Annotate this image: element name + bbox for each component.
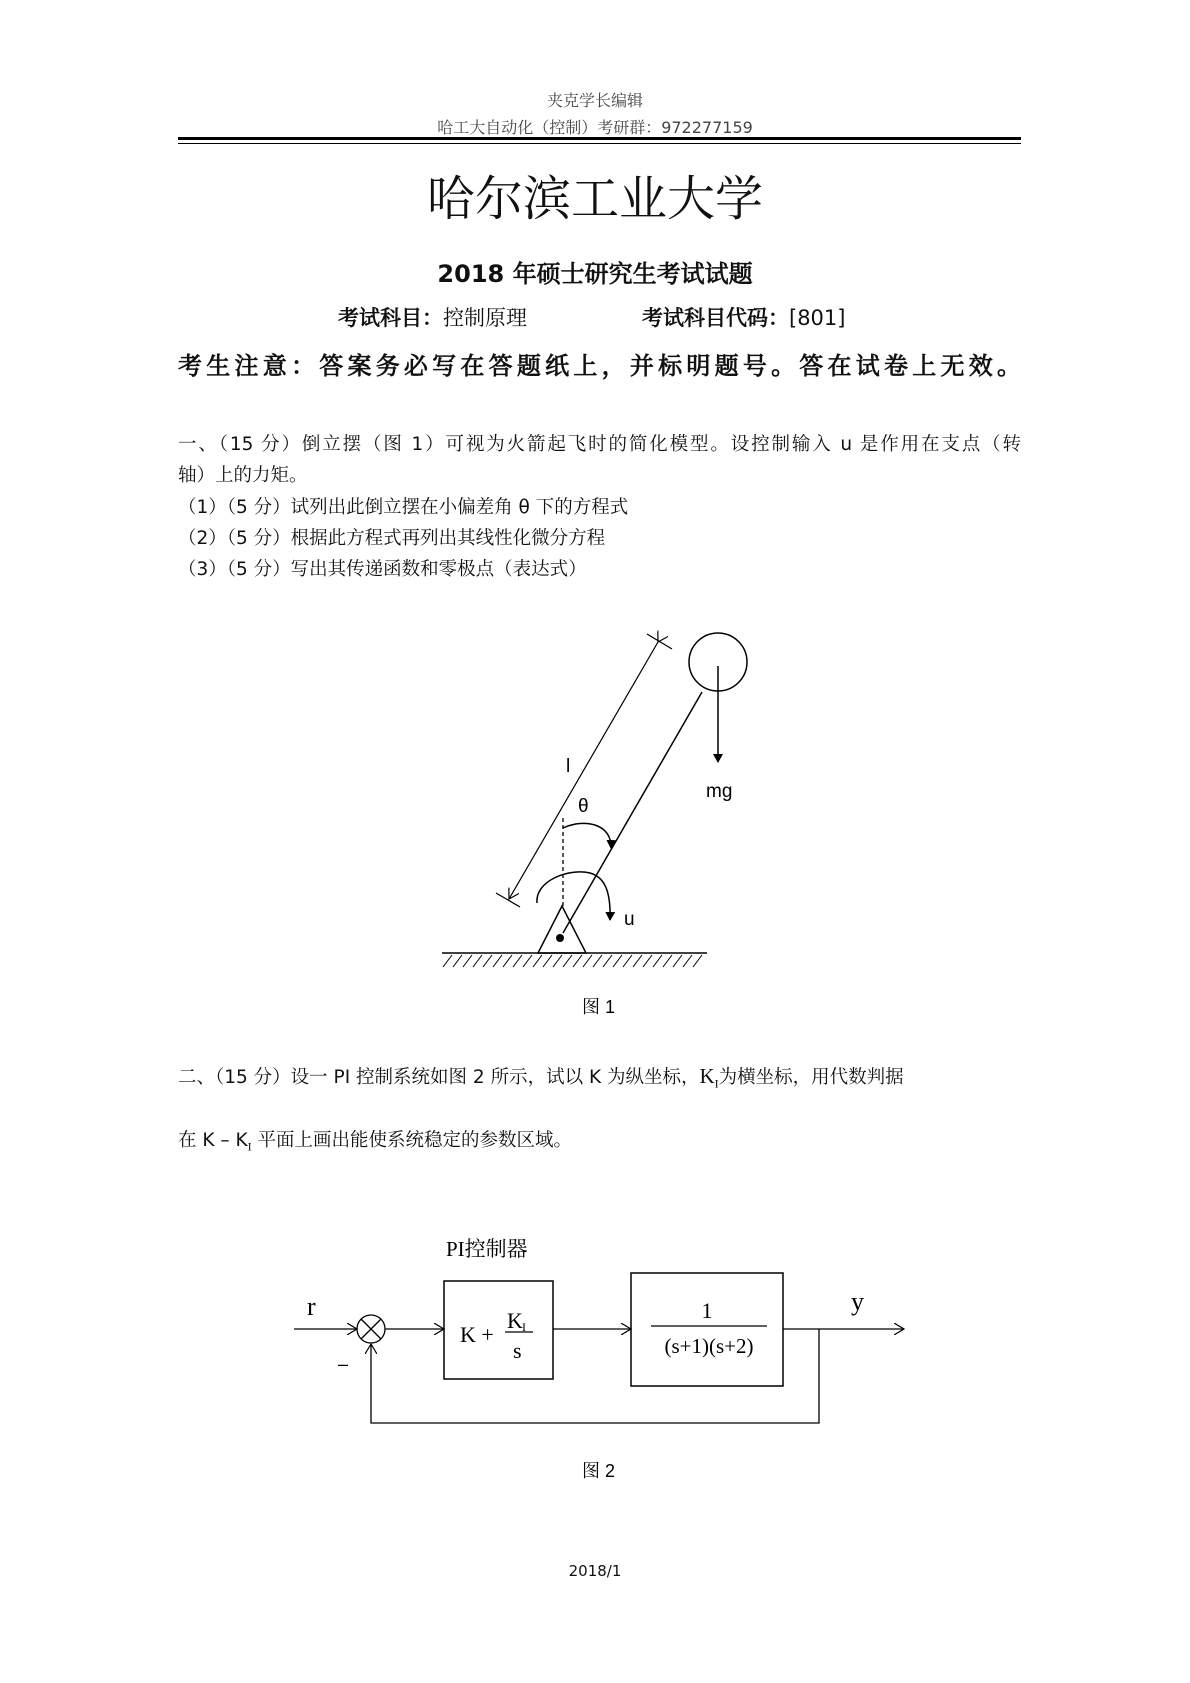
- summing-junction: [357, 1315, 385, 1343]
- q1-part3: （3）（5 分）写出其传递函数和零极点（表达式）: [178, 559, 587, 580]
- q2-k-symbol: K: [699, 1064, 715, 1088]
- torque-label: u: [624, 909, 635, 930]
- q1-part2: （2）（5 分）根据此方程式再列出其线性化微分方程: [178, 528, 606, 549]
- plant-block: [631, 1273, 783, 1386]
- subject-code-value: [801]: [789, 306, 846, 330]
- university-title: 哈尔滨工业大学: [426, 171, 763, 227]
- q1-part1: （1）（5 分）试列出此倒立摆在小偏差角 θ 下的方程式: [178, 497, 629, 518]
- figure2-caption: 图 2: [582, 1461, 616, 1481]
- subject-value: 控制原理: [443, 306, 527, 330]
- q2-line2-text-b: 平面上画出能使系统稳定的参数区域。: [251, 1130, 573, 1151]
- q2-line1-text-b: 为横坐标，用代数判据: [718, 1067, 904, 1088]
- q2-k-subscript: I: [714, 1076, 719, 1091]
- q2-line2-text-a: 在 K – K: [178, 1130, 248, 1151]
- subject-label: 考试科目：: [338, 306, 443, 330]
- page-footer: 2018/1: [568, 1562, 622, 1580]
- controller-k: K +: [460, 1322, 494, 1347]
- figure1-caption: 图 1: [582, 997, 616, 1017]
- q2-line1-text-a: 二、（15 分）设一 PI 控制系统如图 2 所示，试以 K 为纵坐标，: [178, 1067, 700, 1088]
- exam-notice: 考生注意：答案务必写在答题纸上，并标明题号。答在试卷上无效。: [178, 351, 1021, 380]
- controller-formula: [460, 1308, 533, 1363]
- controller-numerator: K: [507, 1308, 523, 1333]
- controller-numerator-sub: I: [522, 1320, 526, 1334]
- plant-numerator: 1: [701, 1298, 713, 1323]
- exam-subtitle: 2018 年硕士研究生考试试题: [437, 260, 753, 288]
- q2-line2-subscript: I: [247, 1139, 252, 1154]
- header-editor: 夹克学长编辑: [546, 91, 643, 110]
- q1-line1: 一、（15 分）倒立摆（图 1）可视为火箭起飞时的简化模型。设控制输入 u 是作用在支点（转: [178, 434, 1021, 455]
- input-label: r: [307, 1292, 316, 1321]
- length-label: l: [566, 756, 571, 777]
- header-group: 哈工大自动化（控制）考研群：972277159: [437, 118, 753, 137]
- gravity-label: mg: [706, 781, 733, 802]
- controller-title: PI控制器: [446, 1237, 528, 1261]
- angle-label: θ: [578, 796, 589, 817]
- q1-line2: 轴）上的力矩。: [178, 465, 308, 486]
- controller-denominator: s: [513, 1338, 522, 1363]
- plant-denominator: (s+1)(s+2): [664, 1334, 754, 1358]
- output-label: y: [851, 1287, 864, 1316]
- subject-code-label: 考试科目代码：: [642, 306, 789, 330]
- minus-sign: –: [338, 1354, 349, 1374]
